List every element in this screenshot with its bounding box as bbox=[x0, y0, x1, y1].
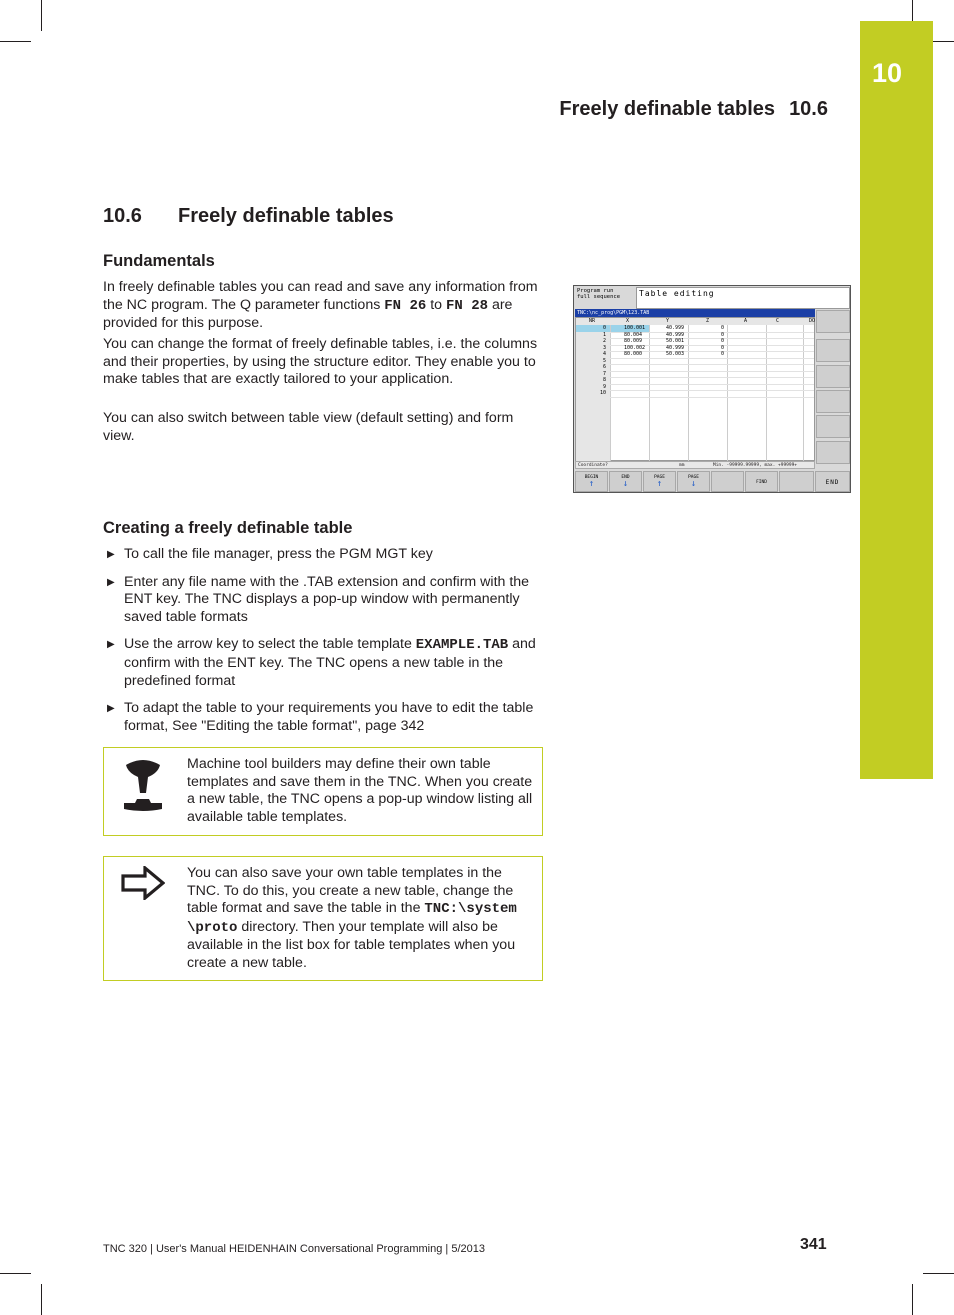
grid-line bbox=[610, 364, 814, 365]
row-number[interactable]: 9 bbox=[602, 383, 606, 390]
table-grid bbox=[575, 317, 815, 461]
softkey-end[interactable] bbox=[609, 471, 642, 492]
status-range: Min. -99999.99999, max. +99999+ bbox=[713, 463, 797, 468]
grid-line bbox=[610, 397, 814, 398]
list-item-text: Use the arrow key to select the table template bbox=[124, 636, 416, 653]
table-cell[interactable]: 0 bbox=[721, 338, 725, 344]
table-column-header: C bbox=[776, 318, 780, 324]
table-cell[interactable]: 100.002 bbox=[624, 344, 646, 351]
section-number: 10.6 bbox=[103, 205, 142, 227]
crop-mark bbox=[923, 1273, 954, 1274]
vertical-softkey[interactable] bbox=[816, 365, 850, 388]
vertical-softkey[interactable] bbox=[816, 441, 850, 464]
code-path: \proto bbox=[187, 919, 238, 936]
softkey-label: END bbox=[825, 479, 840, 486]
softkey-end-exit[interactable] bbox=[815, 471, 850, 492]
creating-heading: Creating a freely definable table bbox=[103, 519, 353, 537]
machine-note-text: Machine tool builders may define their own table templates and save them in the TNC. When you create a new table, the TNC opens a pop-up window listing all available table templates. bbox=[187, 756, 533, 825]
fundamentals-paragraph-1 bbox=[103, 279, 543, 333]
running-head-title: Freely definable tables bbox=[559, 98, 776, 120]
text: directory. Then your template will also be available in the list box for table templates when you create a new table. bbox=[187, 918, 516, 971]
table-cell[interactable]: 80.004 bbox=[624, 331, 643, 338]
softkey-label: BEGIN bbox=[584, 475, 599, 480]
triangle-bullet-icon: ▶ bbox=[107, 549, 115, 560]
softkey-empty[interactable] bbox=[711, 471, 744, 492]
table-cell[interactable]: 80.000 bbox=[624, 351, 643, 357]
grid-line bbox=[610, 358, 814, 359]
page-footer: TNC 320 | User's Manual HEIDENHAIN Conversational Programming | 5/2013 bbox=[103, 1243, 485, 1255]
grid-line bbox=[610, 371, 814, 372]
table-column-header: Z bbox=[706, 318, 710, 324]
vertical-softkey[interactable] bbox=[816, 310, 850, 333]
softkey-empty-2[interactable] bbox=[779, 471, 814, 492]
triangle-bullet-icon: ▶ bbox=[107, 703, 115, 715]
page-number: 341 bbox=[800, 1236, 827, 1253]
table-column-header: Y bbox=[666, 318, 670, 324]
running-head-number: 10.6 bbox=[789, 98, 828, 120]
table-cell[interactable]: 0 bbox=[721, 351, 725, 357]
row-number[interactable]: 1 bbox=[602, 331, 606, 338]
list-item-text: Enter any file name with the .TAB extension and confirm with the ENT key. The TNC displays a pop-up window with permanently saved table formats bbox=[124, 573, 530, 625]
list-item-text: and confirm with the ENT key. The TNC opens a new table in the predefined format bbox=[124, 636, 536, 689]
table-cell[interactable]: 0 bbox=[721, 331, 725, 338]
softkey-page-up[interactable] bbox=[643, 471, 676, 492]
table-cell[interactable]: 50.001 bbox=[666, 338, 685, 344]
section-heading: Freely definable tables bbox=[178, 205, 394, 227]
table-cell[interactable]: 40.999 bbox=[666, 331, 685, 338]
running-head bbox=[559, 98, 828, 121]
arrow-right-icon bbox=[121, 866, 165, 900]
row-number[interactable]: 5 bbox=[602, 357, 606, 364]
softkey-label: FIND bbox=[756, 480, 767, 485]
table-cell[interactable]: 0 bbox=[721, 344, 725, 351]
instruction-list bbox=[103, 546, 543, 745]
vertical-softkey[interactable] bbox=[816, 339, 850, 362]
crop-mark bbox=[0, 41, 31, 42]
table-cell[interactable]: 50.003 bbox=[666, 351, 685, 357]
fundamentals-paragraph-2: You can change the format of freely definable tables, i.e. the columns and their properties, by using the structure editor. They enable you to make tables that are exactly tailored to your application. bbox=[103, 336, 538, 388]
softkey-label: PAGE bbox=[688, 475, 699, 480]
arrow-up-icon: ↑ bbox=[656, 479, 663, 489]
tnc-screenshot bbox=[573, 285, 851, 493]
grid-line bbox=[610, 384, 814, 385]
triangle-bullet-icon: ▶ bbox=[107, 639, 115, 651]
row-number[interactable]: 4 bbox=[602, 351, 606, 357]
text: In freely definable tables you can read and save any information from the NC program. The Q parameter functions bbox=[103, 279, 538, 313]
code-example-tab: EXAMPLE.TAB bbox=[415, 637, 509, 654]
table-cell[interactable]: 40.999 bbox=[666, 325, 685, 331]
machine-builder-note bbox=[103, 747, 543, 836]
text: are provided for this purpose. bbox=[103, 296, 513, 332]
text: You can also save your own table templates in the TNC. To do this, you create a new table, change the table format and save the table in the bbox=[187, 865, 514, 917]
chapter-number: 10 bbox=[872, 58, 903, 88]
text: to bbox=[426, 296, 446, 313]
softkey-find[interactable] bbox=[745, 471, 778, 492]
row-number[interactable]: 2 bbox=[602, 338, 606, 344]
row-number[interactable]: 8 bbox=[602, 377, 606, 383]
row-number[interactable]: 10 bbox=[599, 390, 606, 396]
code-fn28: FN 28 bbox=[445, 297, 488, 314]
table-column-header: A bbox=[744, 318, 748, 324]
softkey-label: PAGE bbox=[654, 475, 665, 480]
crop-mark bbox=[912, 1284, 913, 1315]
crop-mark bbox=[41, 1284, 42, 1315]
table-cell[interactable]: 100.001 bbox=[624, 325, 646, 331]
mode-line: Program run bbox=[577, 288, 614, 294]
file-path-bar: TNC:\nc_prog\PGM\123.TAB bbox=[575, 309, 815, 317]
vertical-softkey[interactable] bbox=[816, 390, 850, 413]
chapter-tab bbox=[860, 21, 933, 779]
table-column-header: X bbox=[626, 318, 630, 324]
mode-line: full sequence bbox=[577, 294, 621, 300]
table-column-header: DO bbox=[809, 318, 816, 324]
softkey-page-down[interactable] bbox=[677, 471, 710, 492]
list-item bbox=[103, 700, 543, 735]
status-unit: mm bbox=[679, 463, 685, 468]
tip-note-text bbox=[187, 865, 533, 973]
operating-mode-label bbox=[575, 287, 636, 309]
arrow-up-icon: ↑ bbox=[588, 479, 595, 489]
crop-mark bbox=[0, 1273, 31, 1274]
list-item bbox=[103, 636, 543, 690]
section-title bbox=[103, 205, 394, 228]
row-number[interactable]: 7 bbox=[602, 370, 606, 377]
softkey-label: END bbox=[621, 475, 630, 480]
arrow-down-icon: ↓ bbox=[622, 479, 629, 489]
table-cell[interactable]: 0 bbox=[721, 325, 725, 331]
code-fn26: FN 26 bbox=[384, 297, 427, 314]
machine-tool-icon bbox=[118, 759, 168, 813]
table-column-header: NR bbox=[589, 318, 596, 324]
fundamentals-paragraph-3: You can also switch between table view (default setting) and form view. bbox=[103, 410, 514, 444]
triangle-bullet-icon: ▶ bbox=[107, 576, 115, 588]
table-cell[interactable]: 80.009 bbox=[624, 338, 643, 344]
grid-line bbox=[610, 390, 814, 391]
vertical-softkey[interactable] bbox=[816, 415, 850, 438]
status-line bbox=[575, 461, 815, 469]
crop-mark bbox=[41, 0, 42, 31]
list-item bbox=[103, 546, 543, 564]
fundamentals-heading: Fundamentals bbox=[103, 252, 215, 270]
softkey-begin[interactable] bbox=[575, 471, 608, 492]
list-item-text: To call the file manager, press the PGM MGT key bbox=[124, 546, 433, 562]
status-prompt: Coordinate? bbox=[578, 463, 608, 468]
arrow-down-icon: ↓ bbox=[690, 479, 697, 489]
row-number[interactable]: 0 bbox=[602, 325, 606, 331]
grid-line bbox=[610, 377, 814, 378]
list-item bbox=[103, 574, 543, 627]
list-item-text: To adapt the table to your requirements you have to edit the table format, See "Editing the table format", page 342 bbox=[124, 700, 534, 734]
row-number[interactable]: 6 bbox=[602, 364, 606, 370]
tip-note bbox=[103, 856, 543, 981]
code-path: TNC:\system bbox=[424, 901, 517, 918]
table-cell[interactable]: 40.999 bbox=[666, 344, 685, 351]
mode-title: Table editing bbox=[636, 287, 850, 309]
row-number[interactable]: 3 bbox=[602, 344, 606, 351]
